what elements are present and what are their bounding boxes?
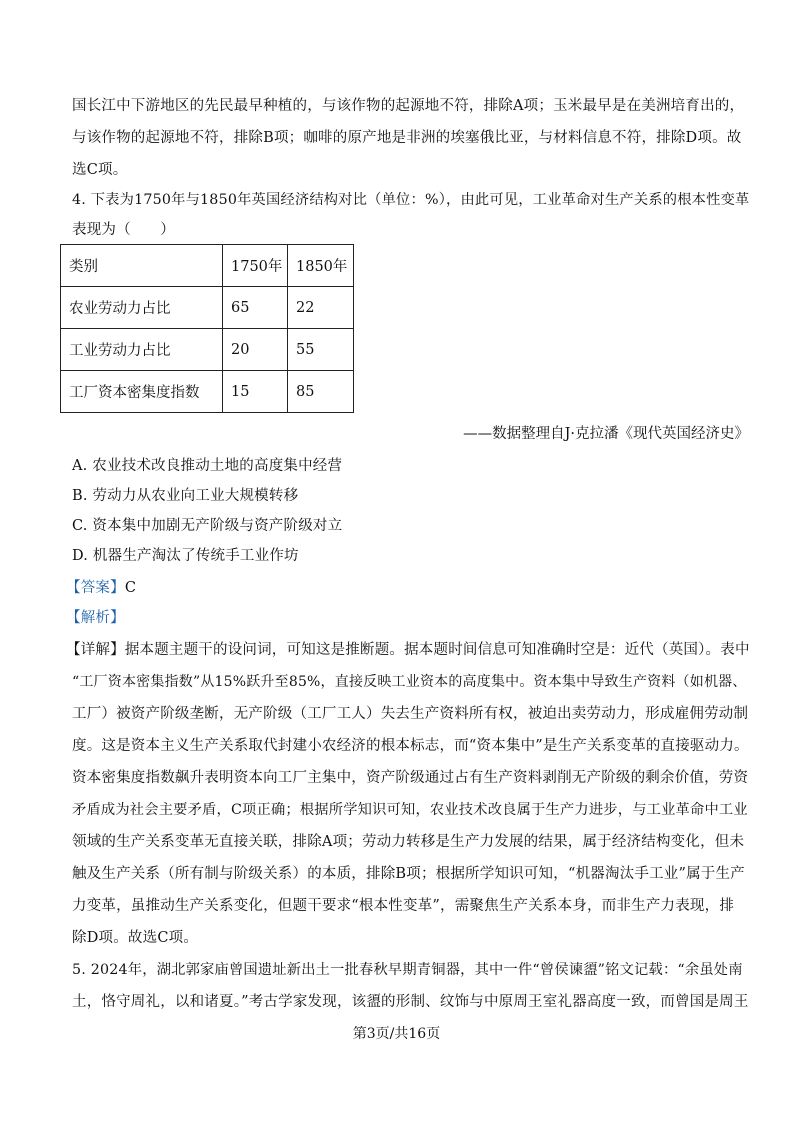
detail-line: 触及生产关系（所有制与阶级关系）的本质，排除B项；根据所学知识可知，“机器淘汰手工业”属于生产 bbox=[72, 866, 745, 882]
table-cell: 农业劳动力占比 bbox=[61, 287, 223, 329]
detail-line: 矛盾成为社会主要矛盾，C项正确；根据所学知识可知，农业技术改良属于生产力进步，与工业革命中工业 bbox=[72, 802, 748, 818]
answer-label: 【答案】 bbox=[66, 580, 125, 596]
table-cell: 55 bbox=[288, 329, 354, 371]
detail-line: 度。这是资本主义生产关系取代封建小农经济的根本标志，而“资本集中”是生产关系变革的直接驱动力。 bbox=[72, 738, 749, 754]
detail-line bbox=[66, 640, 750, 660]
table-cell: 工业劳动力占比 bbox=[61, 329, 223, 371]
detail-label: 【详解】 bbox=[66, 642, 125, 658]
question-4-stem: 表现为（ ） bbox=[72, 222, 175, 238]
detail-line: 资本密集度指数飙升表明资本向工厂主集中，资产阶级通过占有生产资料剥削无产阶级的剩余价值，劳资 bbox=[72, 770, 749, 786]
detail-line: 力变革，虽推动生产关系变化，但题干要求“根本性变革”，需聚焦生产关系本身，而非生产力表现，排 bbox=[72, 898, 735, 914]
question-5-stem: 土，恪守周礼，以和诸夏。”考古学家发现，该盨的形制、纹饰与中原周王室礼器高度一致，而曾国是周王 bbox=[72, 994, 749, 1010]
table-cell: 20 bbox=[223, 329, 288, 371]
question-4-stem: 4. 下表为1750年与1850年英国经济结构对比（单位：%），由此可见，工业革命对生产关系的根本性变革 bbox=[72, 192, 750, 208]
table-header-cell: 类别 bbox=[61, 245, 223, 287]
table-cell: 22 bbox=[288, 287, 354, 329]
page-number-footer: 第3页/共16页 bbox=[352, 1026, 441, 1042]
option-a: A. 农业技术改良推动土地的高度集中经营 bbox=[72, 458, 343, 474]
detail-line: 除D项。故选C项。 bbox=[72, 930, 199, 946]
analysis-label: 【解析】 bbox=[66, 610, 125, 626]
table-header-cell: 1850年 bbox=[288, 245, 354, 287]
detail-line: 工厂）被资产阶级垄断，无产阶级（工厂工人）失去生产资料所有权，被迫出卖劳动力，形成雇佣劳动制 bbox=[72, 706, 749, 722]
table-row bbox=[61, 329, 354, 371]
option-d: D. 机器生产淘汰了传统手工业作坊 bbox=[72, 548, 299, 564]
option-b: B. 劳动力从农业向工业大规模转移 bbox=[72, 488, 299, 504]
analysis-heading bbox=[66, 608, 125, 628]
table-cell: 15 bbox=[223, 371, 288, 413]
answer-line bbox=[66, 578, 136, 598]
prev-analysis-line: 选C项。 bbox=[72, 162, 128, 178]
economy-structure-table bbox=[60, 244, 354, 413]
table-cell: 工厂资本密集度指数 bbox=[61, 371, 223, 413]
prev-analysis-line: 与该作物的起源地不符，排除B项；咖啡的原产地是非洲的埃塞俄比亚，与材料信息不符，排除D项。故 bbox=[72, 130, 742, 146]
detail-line: “工厂资本密集指数”从15%跃升至85%，直接反映工业资本的高度集中。资本集中导致生产资料（如机器、 bbox=[72, 674, 747, 690]
table-header-row bbox=[61, 245, 354, 287]
question-5-stem: 5. 2024年，湖北郭家庙曾国遗址新出土一批春秋早期青铜器，其中一件“曾侯谏盨”铭文记载：“余虽处南 bbox=[72, 962, 743, 978]
table-cell: 85 bbox=[288, 371, 354, 413]
table-row bbox=[61, 287, 354, 329]
option-c: C. 资本集中加剧无产阶级与资产阶级对立 bbox=[72, 518, 343, 534]
prev-analysis-line: 国长江中下游地区的先民最早种植的，与该作物的起源地不符，排除A项；玉米最早是在美洲培育出的， bbox=[72, 98, 745, 114]
table-source-note: ——数据整理自J·克拉潘《现代英国经济史》 bbox=[463, 426, 749, 442]
detail-text: 据本题主题干的设问词，可知这是推断题。据本题时间信息可知准确时空是：近代（英国）。表中 bbox=[124, 642, 750, 658]
table-cell: 65 bbox=[223, 287, 288, 329]
detail-line: 领域的生产关系变革无直接关联，排除A项；劳动力转移是生产力发展的结果，属于经济结构变化，但未 bbox=[72, 834, 745, 850]
table-header-cell: 1750年 bbox=[223, 245, 288, 287]
table-row bbox=[61, 371, 354, 413]
answer-value: C bbox=[124, 580, 137, 596]
